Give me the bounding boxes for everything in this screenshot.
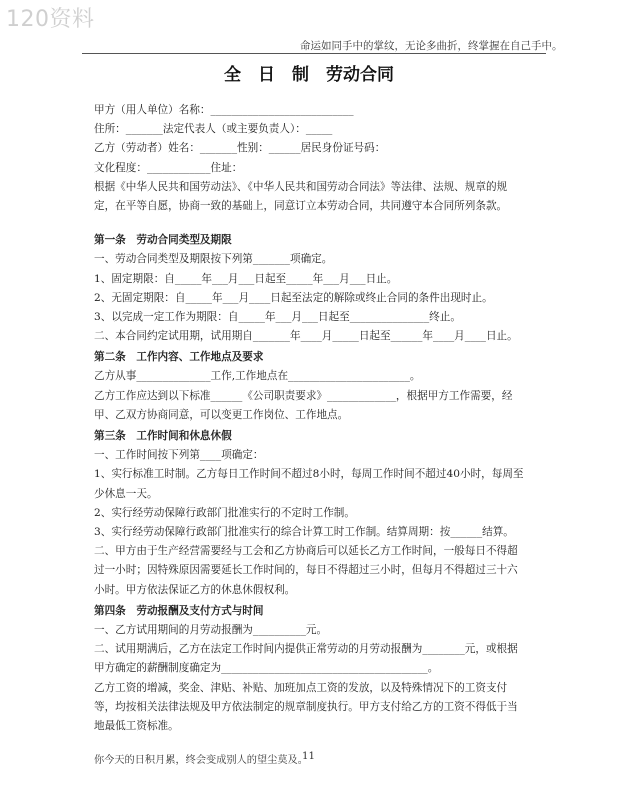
section-1-line: 2、无固定期限：自_____年___月____日起至法定的解除或终止合同的条件出现时止。	[94, 291, 493, 304]
header-motto: 命运如同手中的掌纹，无论多曲折，终掌握在自己手中。	[300, 40, 563, 52]
section-2-heading: 第二条 工作内容、工作地点及要求	[94, 351, 264, 364]
contract-body	[94, 101, 526, 736]
section-3-line: 2、实行经劳动保障行政部门批准实行的不定时工作制。	[94, 506, 355, 519]
section-4-line: 二、试用期满后，乙方在法定工作时间内提供正常劳动的月劳动报酬为________元，或根据甲方确定的薪酬制度确定为_______________________________________。	[94, 643, 518, 675]
section-3-line: 3、实行经劳动保障行政部门批准实行的综合计算工时工作制。结算周期：按______结算。	[94, 526, 514, 539]
header-divider	[82, 53, 546, 54]
section-3-line: 1、实行标准工时制。乙方每日工作时间不超过8小时，每周工作时间不超过40小时，每周至少休息一天。	[94, 468, 524, 500]
section-3-heading: 第三条 工作时间和休息休假	[94, 430, 232, 443]
document-title: 全 日 制 劳动合同	[224, 65, 394, 85]
party-b-info-field: 乙方（劳动者）姓名：_______性别：______居民身份证号码：	[94, 142, 386, 155]
section-1-line: 二、本合同约定试用期，试用期自_______年____月_____日起至______年____月____日止。	[94, 330, 518, 343]
section-1-line: 3、以完成一定工作为期限：自_____年___月___日起至_______________终止。	[94, 310, 461, 323]
page-number: 11	[302, 751, 315, 762]
section-1-line: 1、固定期限：自_____年___月___日起至_____年___月___日止。	[94, 272, 398, 285]
section-4-line: 一、乙方试用期间的月劳动报酬为__________元。	[94, 624, 328, 637]
watermark: 120资料	[6, 7, 95, 32]
section-2-line: 乙方工作应达到以下标准______《公司职责要求》_____________，根据甲方工作需要，经甲、乙双方协商同意，可以变更工作岗位、工作地点。	[94, 389, 513, 421]
party-a-name-field: 甲方（用人单位）名称：___________________________	[94, 104, 354, 116]
section-1-line: 一、劳动合同类型及期限按下列第_______项确定。	[94, 253, 333, 266]
party-a-address-field: 住所：_______法定代表人（或主要负责人）：_____	[94, 123, 333, 136]
party-b-education-field: 文化程度：____________住址：	[94, 161, 243, 174]
section-4-heading: 第四条 劳动报酬及支付方式与时间	[94, 604, 264, 617]
section-4-line: 乙方工资的增减，奖金、津贴、补贴、加班加点工资的发放，以及特殊情况下的工资支付等，均按相关法律法规及甲方依法制定的规章制度执行。甲方支付给乙方的工资不得低于当地最低工资标准。	[94, 681, 518, 733]
footer-motto: 你今天的日积月累，终会变成别人的望尘莫及。	[94, 755, 308, 766]
section-1-heading: 第一条 劳动合同类型及期限	[94, 234, 232, 247]
section-2-line: 乙方从事______________工作,工作地点在_______________________。	[94, 370, 421, 383]
section-3-line: 二、甲方由于生产经营需要经与工会和乙方协商后可以延长乙方工作时间，一般每日不得超过一小时；因特殊原因需要延长工作时间的，每日不得超过三小时，但每月不得超过三十六小时。甲方依法保证乙方的休息休假权利。	[94, 545, 518, 596]
section-3-line: 一、工作时间按下列第____项确定：	[94, 449, 264, 462]
spacer	[94, 216, 526, 229]
preamble-paragraph: 根据《中华人民共和国劳动法》、《中华人民共和国劳动合同法》等法律、法规、规章的规定，在平等自愿，协商一致的基础上，同意订立本劳动合同，共同遵守本合同所列条款。	[94, 180, 508, 212]
